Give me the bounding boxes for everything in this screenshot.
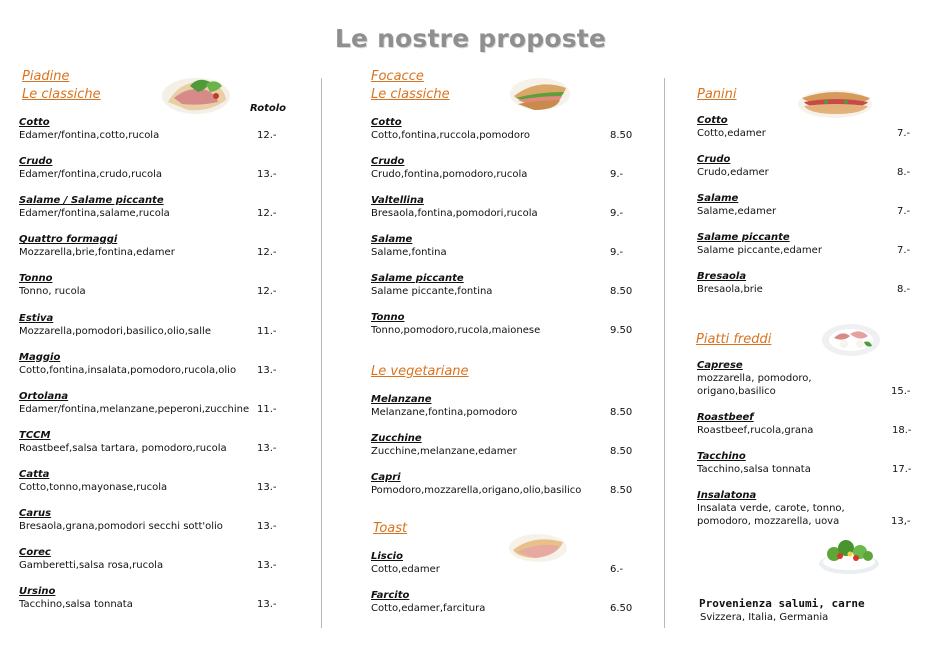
salad-photo (814, 532, 884, 576)
focaccia-photo (508, 70, 572, 114)
menu-item-description: origano,basilico (697, 386, 776, 397)
menu-item-price: 13.- (257, 442, 277, 454)
menu-item-name: Salame piccante (371, 273, 464, 284)
menu-item-price: 7.- (897, 206, 911, 217)
menu-item-price: 13.- (257, 364, 277, 376)
menu-item-name: TCCM (19, 429, 51, 441)
menu-item (19, 155, 162, 181)
menu-item (371, 311, 540, 337)
menu-item-description: Salame piccante,edamer (697, 245, 822, 256)
menu-item-price: 12.- (257, 286, 277, 298)
piadine-subheading: Le classiche (22, 87, 101, 102)
menu-item (697, 153, 769, 179)
menu-item-name: Tonno (19, 273, 53, 285)
menu-item (19, 351, 236, 377)
menu-item-name: Liscio (371, 551, 403, 562)
piatti-freddi-heading: Piatti freddi (696, 332, 772, 347)
menu-item-price: 8.50 (610, 485, 633, 496)
menu-item-name: Salame piccante (697, 232, 790, 243)
menu-item-price: 9.- (610, 247, 624, 258)
menu-item (697, 192, 776, 218)
menu-item (697, 411, 813, 437)
menu-item-price: 6.50 (610, 603, 633, 614)
menu-item-description: Edamer/fontina,melanzane,peperoni,zucchine (19, 403, 250, 415)
menu-item-name: Roastbeef (697, 412, 754, 423)
menu-item-price: 15.- (891, 386, 911, 397)
menu-item-description: Cotto,edamer (371, 564, 440, 575)
menu-item-price: 6.- (610, 564, 624, 575)
menu-item-price: 9.50 (610, 325, 633, 336)
menu-item (19, 233, 175, 259)
menu-item-description: Tacchino,salsa tonnata (19, 599, 133, 611)
vegetariane-heading: Le vegetariane (371, 364, 469, 379)
menu-item-description: mozzarella, pomodoro, (697, 373, 812, 384)
focacce-heading: Focacce (371, 69, 424, 84)
menu-item (19, 429, 227, 455)
menu-item-description: Edamer/fontina,crudo,rucola (19, 169, 163, 181)
menu-item-description: Tacchino,salsa tonnata (697, 464, 811, 475)
menu-item-price: 8.50 (610, 446, 633, 457)
menu-item-description: Zucchine,melanzane,edamer (371, 446, 517, 457)
menu-item-price: 13.- (257, 481, 277, 493)
menu-item-price: 8.50 (610, 407, 633, 418)
menu-item (19, 546, 163, 572)
menu-item-price: 13.- (257, 521, 277, 532)
menu-item-price: 12.- (257, 208, 277, 220)
menu-item-description: Salame,fontina (371, 247, 447, 258)
menu-item-description: Mozzarella,pomodori,basilico,olio,salle (19, 325, 211, 337)
menu-item-name: Zucchine (371, 433, 422, 444)
panini-heading: Panini (697, 87, 737, 102)
menu-item-description: Edamer/fontina,cotto,rucola (19, 130, 160, 141)
menu-item-name: Catta (19, 468, 50, 480)
menu-item-description: Gamberetti,salsa rosa,rucola (19, 560, 164, 572)
menu-item-description: Crudo,fontina,pomodoro,rucola (371, 169, 528, 180)
menu-item-name: Salame (371, 234, 413, 245)
menu-item-description: Insalata verde, carote, tonno, (697, 503, 845, 514)
menu-item-description: Bresaola,grana,pomodori secchi sott'olio (19, 521, 223, 532)
origin-title: Provenienza salumi, carne (699, 597, 865, 610)
menu-item-description: Crudo,edamer (697, 167, 769, 178)
menu-item-price: 12.- (257, 130, 277, 141)
menu-item (697, 450, 811, 476)
menu-item (697, 270, 763, 296)
menu-item-name: Salame (697, 193, 739, 204)
menu-item-price: 8.50 (610, 286, 633, 297)
menu-item-name: Crudo (371, 156, 405, 167)
menu-item (371, 589, 485, 615)
menu-item-price: 8.- (897, 167, 911, 178)
menu-item-price: 7.- (897, 245, 911, 256)
menu-item-name: Crudo (697, 154, 731, 165)
menu-item-name: Crudo (19, 156, 53, 168)
menu-item (371, 233, 447, 259)
page-title: Le nostre proposte (334, 24, 607, 53)
menu-item (371, 432, 517, 458)
focacce-subheading: Le classiche (371, 87, 450, 102)
menu-item-description: Pomodoro,mozzarella,origano,olio,basilico (371, 485, 582, 496)
menu-item-name: Farcito (371, 590, 410, 601)
menu-item-name: Cotto (371, 117, 402, 128)
menu-item-description: pomodoro, mozzarella, uova (697, 516, 840, 527)
piadina-photo (160, 72, 232, 116)
menu-item (371, 550, 440, 576)
menu-item (19, 390, 249, 416)
menu-item-price: 11.- (257, 403, 277, 415)
menu-item-name: Estiva (19, 312, 54, 324)
menu-item-name: Ortolana (19, 390, 69, 402)
menu-item-name: Tacchino (697, 451, 746, 462)
menu-item-description: Cotto,tonno,mayonase,rucola (19, 481, 168, 493)
menu-item-name: Maggio (19, 351, 61, 363)
menu-item-name: Carus (19, 508, 52, 519)
menu-item (371, 155, 527, 181)
menu-item-description: Bresaola,brie (697, 284, 763, 295)
menu-item-description: Tonno,pomodoro,rucola,maionese (371, 325, 541, 336)
menu-item-name: Ursino (19, 586, 56, 598)
menu-item-price: 11.- (257, 325, 277, 337)
column-divider (664, 78, 665, 628)
panino-photo (796, 84, 874, 120)
menu-item-description: Edamer/fontina,salame,rucola (19, 208, 170, 220)
menu-item-price: 18.- (892, 425, 912, 436)
origin-list: Svizzera, Italia, Germania (700, 612, 829, 623)
menu-item-price: 8.50 (610, 130, 633, 141)
menu-item-name: Corec (19, 547, 51, 559)
menu-item-price: 13.- (257, 169, 277, 181)
menu-item (697, 359, 812, 398)
menu-item-name: Caprese (697, 360, 743, 371)
menu-item-description: Cotto,fontina,insalata,pomodoro,rucola,olio (19, 364, 237, 376)
menu-item-description: Mozzarella,brie,fontina,edamer (19, 247, 175, 259)
menu-item-price: 13.- (257, 599, 277, 611)
menu-item-name: Capri (371, 472, 401, 483)
menu-item-name: Bresaola (697, 271, 747, 282)
menu-item-price: 13,- (891, 516, 911, 527)
column-divider (321, 78, 322, 628)
menu-item (19, 585, 133, 611)
menu-item-description: Cotto,fontina,ruccola,pomodoro (371, 130, 531, 141)
piadine-heading: Piadine (22, 69, 70, 84)
menu-item (371, 272, 492, 298)
menu-item-name: Salame / Salame piccante (19, 195, 164, 207)
menu-item-price: 9.- (610, 208, 624, 219)
menu-item-description: Cotto,edamer (697, 128, 766, 139)
cold-plate-photo (820, 320, 882, 358)
menu-item-name: Valtellina (371, 195, 424, 206)
menu-item-price: 7.- (897, 128, 911, 139)
menu-item-price: 13.- (257, 560, 277, 572)
menu-item-description: Roastbeef,rucola,grana (697, 425, 814, 436)
menu-item (19, 507, 223, 533)
menu-item (19, 116, 159, 142)
menu-item-description: Cotto,edamer,farcitura (371, 603, 486, 614)
menu-item (19, 312, 211, 338)
menu-item-description: Melanzane,fontina,pomodoro (371, 407, 518, 418)
menu-item (371, 194, 538, 220)
menu-item (697, 489, 845, 528)
menu-item-description: Bresaola,fontina,pomodori,rucola (371, 208, 538, 219)
menu-item-price: 17.- (892, 464, 912, 475)
menu-item-price: 12.- (257, 247, 277, 259)
menu-item-name: Cotto (19, 117, 50, 128)
toast-photo (507, 528, 569, 564)
menu-item (697, 231, 822, 257)
menu-item-description: Salame,edamer (697, 206, 777, 217)
menu-item (19, 194, 170, 220)
menu-item-description: Salame piccante,fontina (371, 286, 493, 297)
menu-item-name: Cotto (697, 115, 728, 126)
menu-item-description: Tonno, rucola (19, 286, 86, 298)
menu-item-name: Tonno (371, 312, 405, 323)
menu-item-name: Melanzane (371, 394, 432, 405)
menu-item (371, 116, 530, 142)
toast-heading: Toast (373, 521, 408, 536)
menu-item (371, 471, 581, 497)
menu-item (19, 468, 167, 494)
price-header: Rotolo (250, 103, 287, 114)
menu-item (371, 393, 517, 419)
menu-item-price: 9.- (610, 169, 624, 180)
menu-item-description: Roastbeef,salsa tartara, pomodoro,rucola (19, 442, 227, 454)
menu-item-name: Insalatona (697, 490, 757, 501)
menu-item-name: Quattro formaggi (19, 234, 118, 246)
menu-item-price: 8.- (897, 284, 911, 295)
menu-item (697, 114, 766, 140)
menu-item (19, 272, 86, 298)
